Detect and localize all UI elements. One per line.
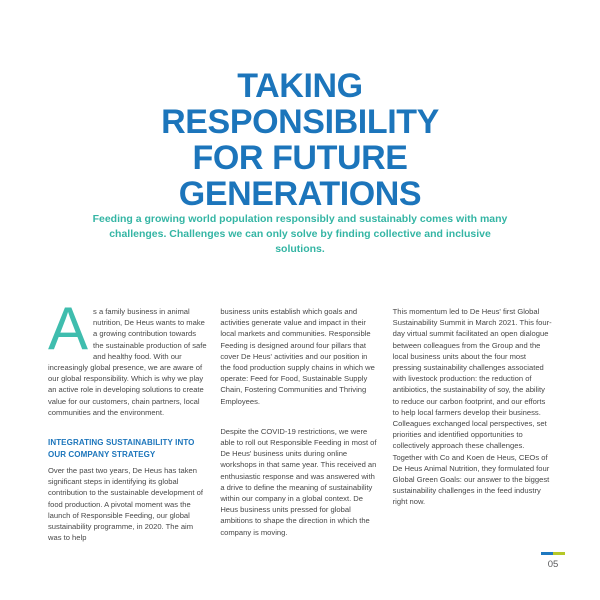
column-2 xyxy=(220,306,379,543)
paragraph-opening xyxy=(48,295,207,418)
title-line-4: GENERATIONS xyxy=(178,175,422,213)
accent-bar xyxy=(541,552,565,555)
column-3 xyxy=(393,306,552,543)
paragraph-summit: This momentum led to De Heus' first Global Sustainability Summit in March 2021. This four-day virtual summit facilitated an open dialogue between colleagues from the Group and the local business units about the four most pressing sustainability challenges associated with livestock production: the reduction of antibiotics, the sustainability of soy, the ability to reduce our carbon footprint, and our efforts to help local farmers develop their business. Colleagues exchanged local perspectives, set priorities and identified opportunities to collectively approach these challenges. Together with Co and Koen de Heus, CEOs of De Heus Animal Nutrition, they formulated four Global Green Goals: our answer to the biggest sustainability challenges in the feed industry right now. xyxy=(392,307,552,507)
dropcap-letter: A xyxy=(48,295,89,362)
paragraph-pillars: business units establish which goals and activities generate value and impact in their local markets and communities. Responsible Feeding is designed around four pillars that cover De Heus' activities and our position in the food production supply chains in which we operate: Feed for Food, Sustainable Supply Chain, Fostering Communities and Thriving Employees. xyxy=(220,307,375,406)
accent-bar-green-segment xyxy=(553,552,565,555)
paragraph-opening-text: s a family business in animal nutrition, De Heus wants to make a growing contribution towards the sustainable production of safe and healthy food. With our increasingly global presence, we are aware of our global responsibility. Which is why we play an active role in developing solutions to create value for our customers, chain partners, local communities and the environment. xyxy=(48,307,207,417)
title-line-3: FOR FUTURE xyxy=(192,139,408,177)
accent-bar-blue-segment xyxy=(541,552,553,555)
intro-standfirst: Feeding a growing world population responsibly and sustainably comes with many challenges. Challenges we can only solve by finding collective and inclusive solutions. xyxy=(92,213,508,255)
page-title xyxy=(0,68,600,212)
article-columns xyxy=(48,295,552,543)
section-heading: INTEGRATING SUSTAINABILITY INTO OUR COMPANY STRATEGY xyxy=(48,438,195,459)
title-line-2: RESPONSIBILITY xyxy=(161,103,439,141)
paragraph-strategy: Over the past two years, De Heus has taken significant steps in identifying its global contribution to the sustainable development of food production. A pivotal moment was the launch of Responsible Feeding, our global sustainability programme, in 2020. The aim was to help xyxy=(48,466,203,543)
column-1 xyxy=(48,295,207,543)
title-line-1: TAKING xyxy=(237,67,363,105)
page-number: 05 xyxy=(547,559,559,570)
paragraph-rollout: Despite the COVID-19 restrictions, we were able to roll out Responsible Feeding in most of De Heus' business units during online workshops in that same year. This received an enthusiastic response and was answered with a drive to define the meaning of sustainability within our company in a global context. De Heus business units pressed for global ambitions to shape the direction in which the company is moving. xyxy=(220,426,377,537)
